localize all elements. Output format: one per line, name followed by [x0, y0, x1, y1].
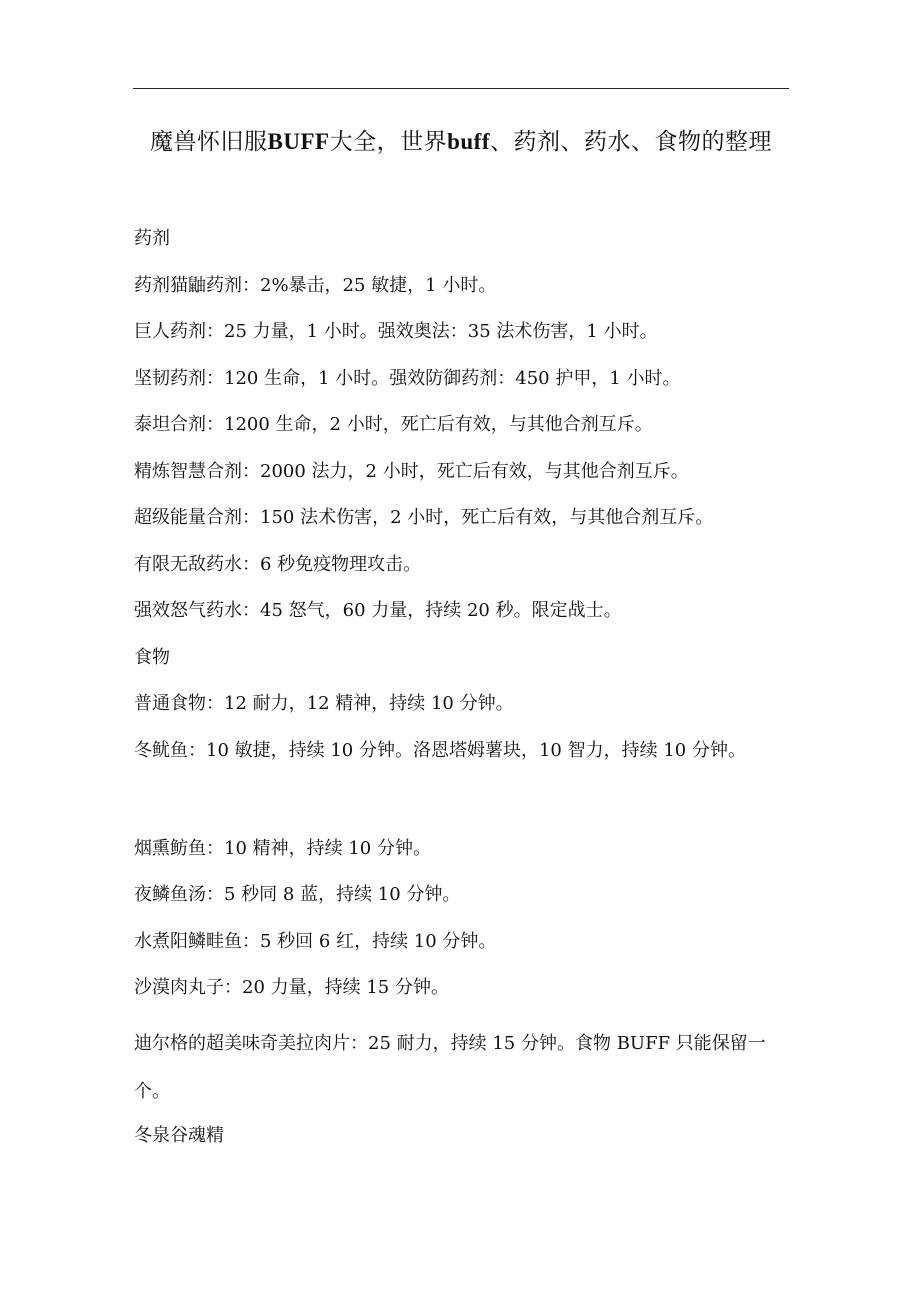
document-title [133, 118, 789, 166]
paragraph: 强效怒气药水：45 怒气，60 力量，持续 20 秒。限定战士。 [134, 600, 622, 621]
document-body [134, 224, 814, 1167]
paragraph: 夜鳞鱼汤：5 秒同 8 蓝，持续 10 分钟。 [134, 884, 461, 905]
paragraph: 泰坦合剂：1200 生命，2 小时，死亡后有效，与其他合剂互斥。 [134, 414, 653, 435]
paragraph: 坚韧药剂：120 生命，1 小时。强效防御药剂：450 护甲，1 小时。 [134, 367, 681, 389]
paragraph: 精炼智慧合剂：2000 法力，2 小时，死亡后有效，与其他合剂互斥。 [134, 460, 689, 482]
paragraph: 有限无敌药水：6 秒免疫物理攻击。 [134, 553, 422, 575]
title-part: BUFF [267, 129, 330, 154]
paragraph: 巨人药剂：25 力量，1 小时。强效奥法：35 法术伤害，1 小时。 [134, 321, 658, 342]
paragraph: 冬鱿鱼：10 敏捷，持续 10 分钟。洛恩塔姆薯块，10 智力，持续 10 分钟。 [134, 739, 746, 761]
section-heading-winterspring: 冬泉谷魂精 [134, 1124, 224, 1146]
section-heading-potions: 药剂 [134, 228, 170, 249]
paragraph: 沙漠肉丸子：20 力量，持续 15 分钟。 [134, 977, 449, 998]
header-rule [133, 88, 789, 89]
paragraph: 超级能量合剂：150 法术伤害，2 小时，死亡后有效，与其他合剂互斥。 [134, 507, 714, 528]
title-part: 、药剂、药水、食物的整理 [489, 129, 772, 155]
paragraph: 普通食物：12 耐力，12 精神，持续 10 分钟。 [134, 693, 514, 714]
paragraph: 药剂猫鼬药剂：2%暴击，25 敏捷，1 小时。 [134, 274, 497, 296]
section-heading-food: 食物 [134, 646, 170, 668]
title-part: buff [447, 129, 490, 154]
title-part: 大全，世界 [329, 129, 448, 155]
title-part: 魔兽怀旧服 [150, 129, 268, 155]
paragraph: 水煮阳鳞畦鱼：5 秒回 6 红，持续 10 分钟。 [134, 930, 497, 952]
paragraph: 烟熏鲂鱼：10 精神，持续 10 分钟。 [134, 837, 431, 859]
paragraph: 迪尔格的超美味奇美拉肉片：25 耐力，持续 15 分钟。食物 BUFF 只能保留一个。 [134, 1032, 766, 1102]
